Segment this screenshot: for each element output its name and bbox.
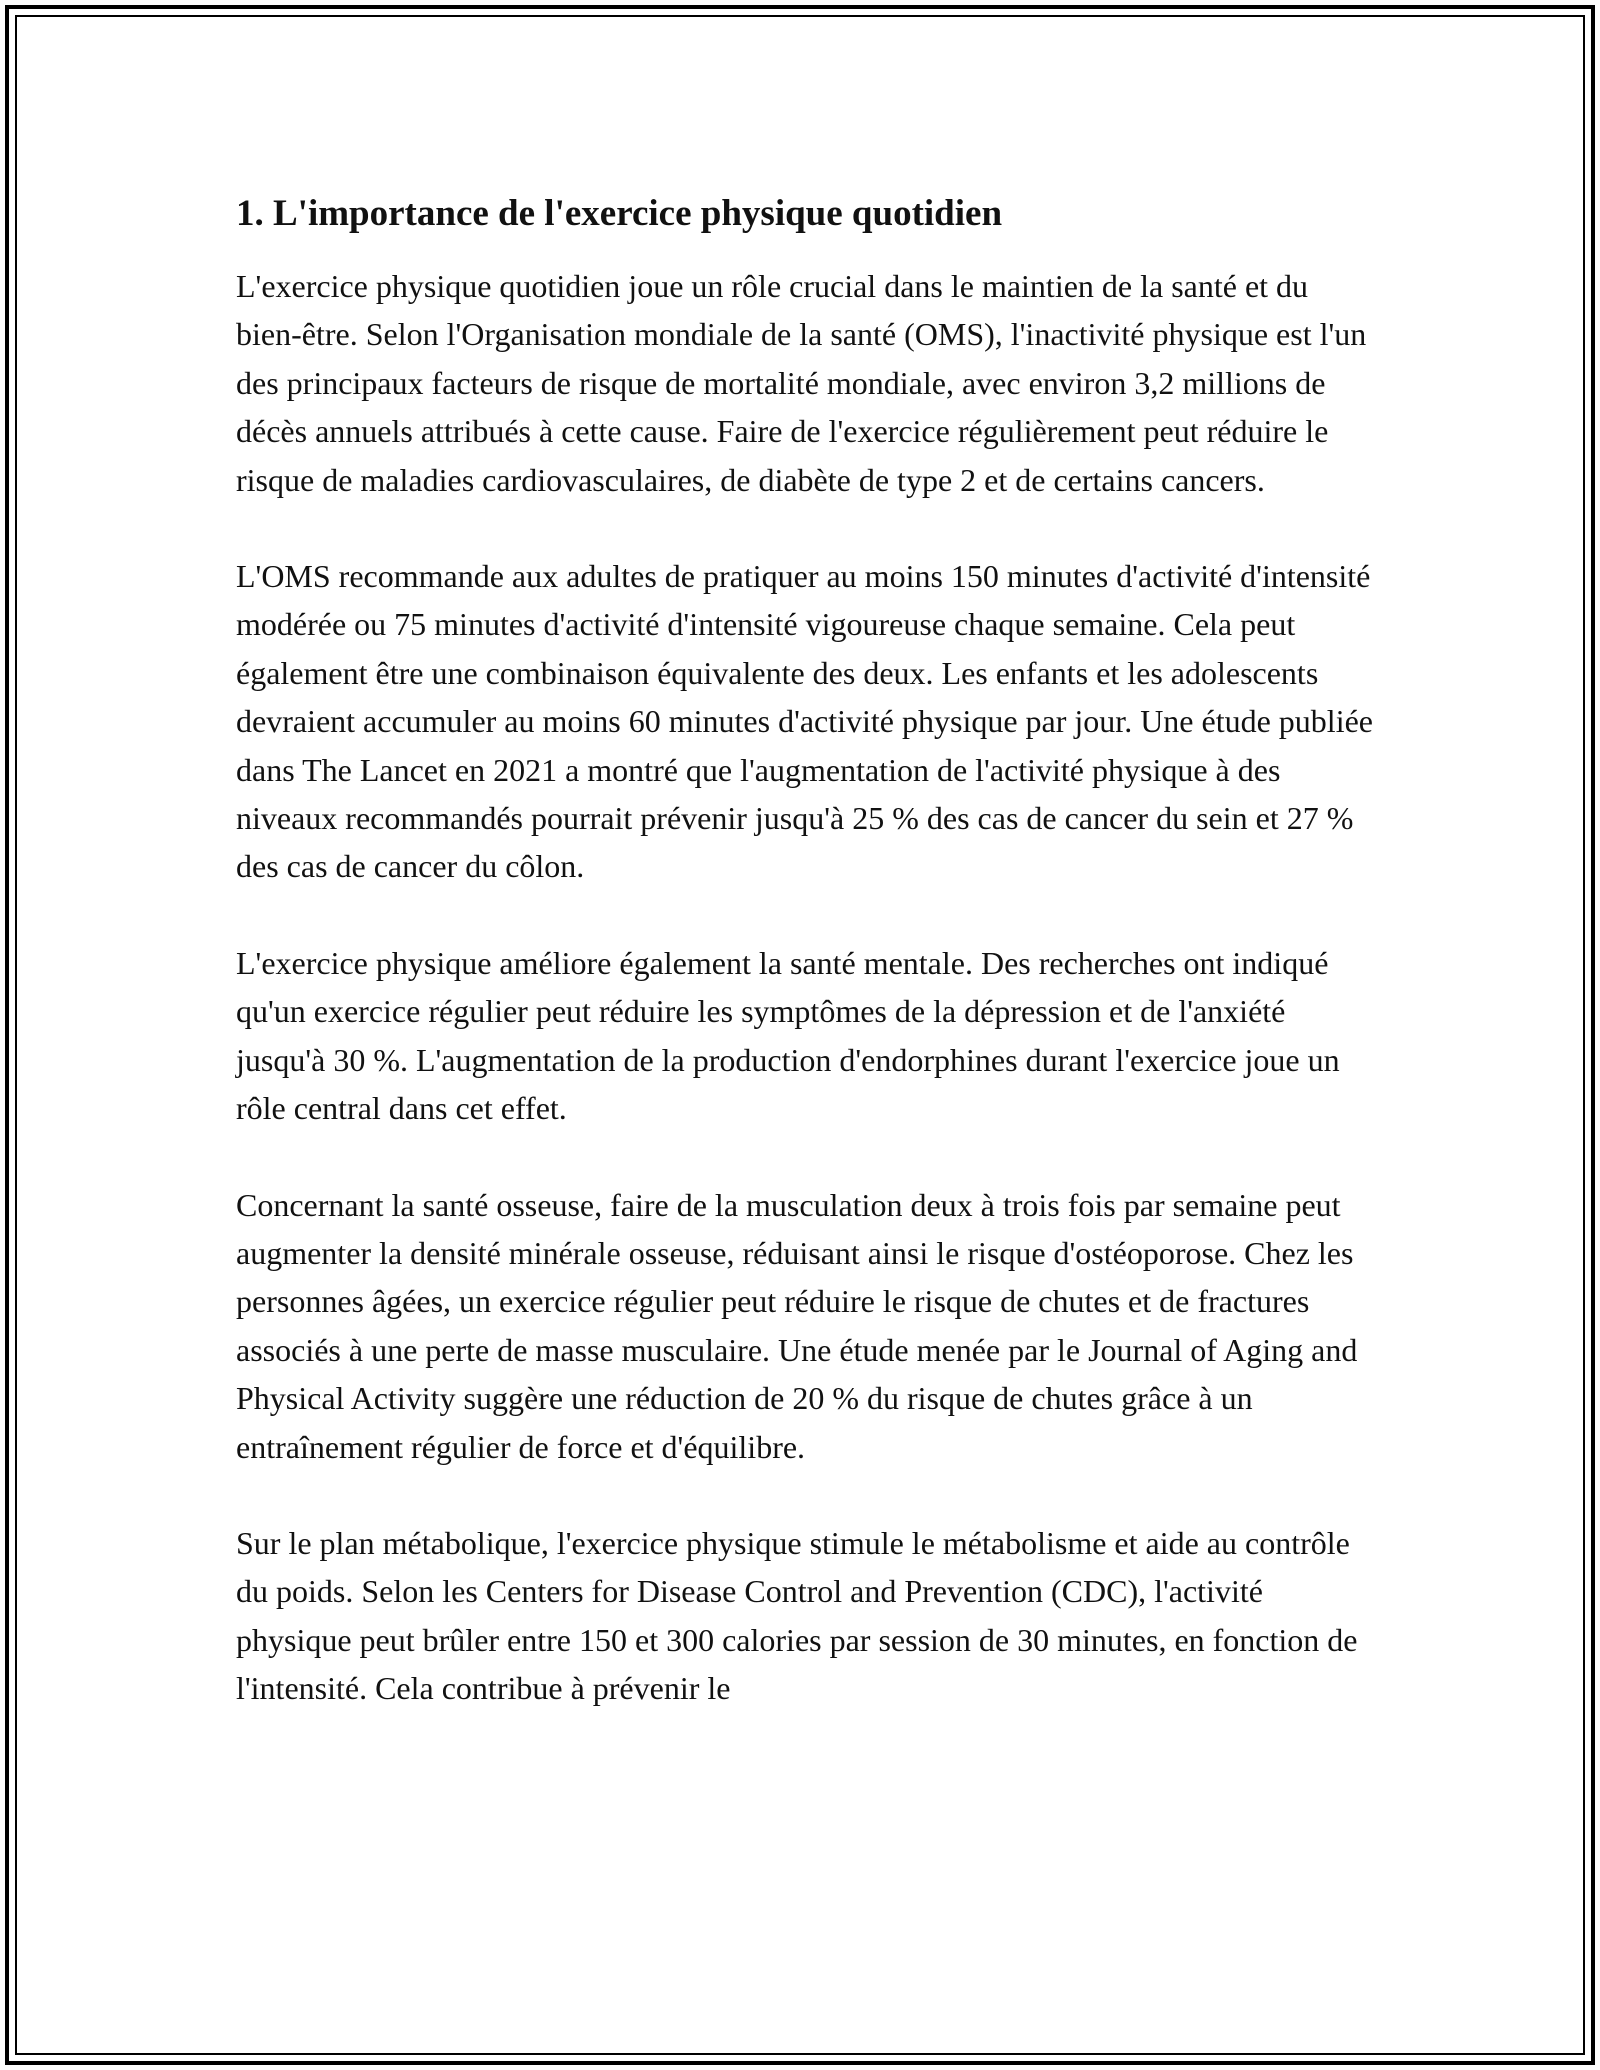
paragraph-mental-health: L'exercice physique améliore également la santé mentale. Des recherches ont indiqué qu'un exercice régulier peut réduire les symptômes de la dépression et de l'anxiété jusqu'à 30 %. L'augmentation de la production d'endorphines durant l'exercice joue un rôle central dans cet effet. [236,944,1340,1127]
section-title: 1. L'importance de l'exercice physique quotidien [236,193,1003,234]
document-body [236,188,1376,1761]
paragraph-metabolism: Sur le plan métabolique, l'exercice physique stimule le métabolisme et aide au contrôle du poids. Selon les Centers for Disease Control and Prevention (CDC), l'activité physique peut brûler entre 150 et 300 calories par session de 30 minutes, en fonction de l'intensité. Cela contribue à prévenir le [236,1524,1358,1707]
paragraph-who-recommendations: L'OMS recommande aux adultes de pratiquer au moins 150 minutes d'activité d'intensité modérée ou 75 minutes d'activité d'intensité vigoureuse chaque semaine. Cela peut également être une combinaison équivalente des deux. Les enfants et les adolescents devraient accumuler au moins 60 minutes d'activité physique par jour. Une étude publiée dans The Lancet en 2021 a montré que l'augmentation de l'activité physique à des niveaux recommandés pourrait prévenir jusqu'à 25 % des cas de cancer du sein et 27 % des cas de cancer du côlon. [236,558,1373,885]
paragraph-bone-health: Concernant la santé osseuse, faire de la musculation deux à trois fois par semaine peut augmenter la densité minérale osseuse, réduisant ainsi le risque d'ostéoporose. Chez les personnes âgées, un exercice régulier peut réduire le risque de chutes et de fractures associés à une perte de masse musculaire. Une étude menée par le Journal of Aging and Physical Activity suggère une réduction de 20 % du risque de chutes grâce à un entraînement régulier de force et d'équilibre. [236,1186,1358,1465]
paragraph-inactivity-risk: L'exercice physique quotidien joue un rôle crucial dans le maintien de la santé et du bien-être. Selon l'Organisation mondiale de la santé (OMS), l'inactivité physique est l'un des principaux facteurs de risque de mortalité mondiale, avec environ 3,2 millions de décès annuels attribués à cette cause. Faire de l'exercice régulièrement peut réduire le risque de maladies cardiovasculaires, de diabète de type 2 et de certains cancers. [236,268,1367,498]
